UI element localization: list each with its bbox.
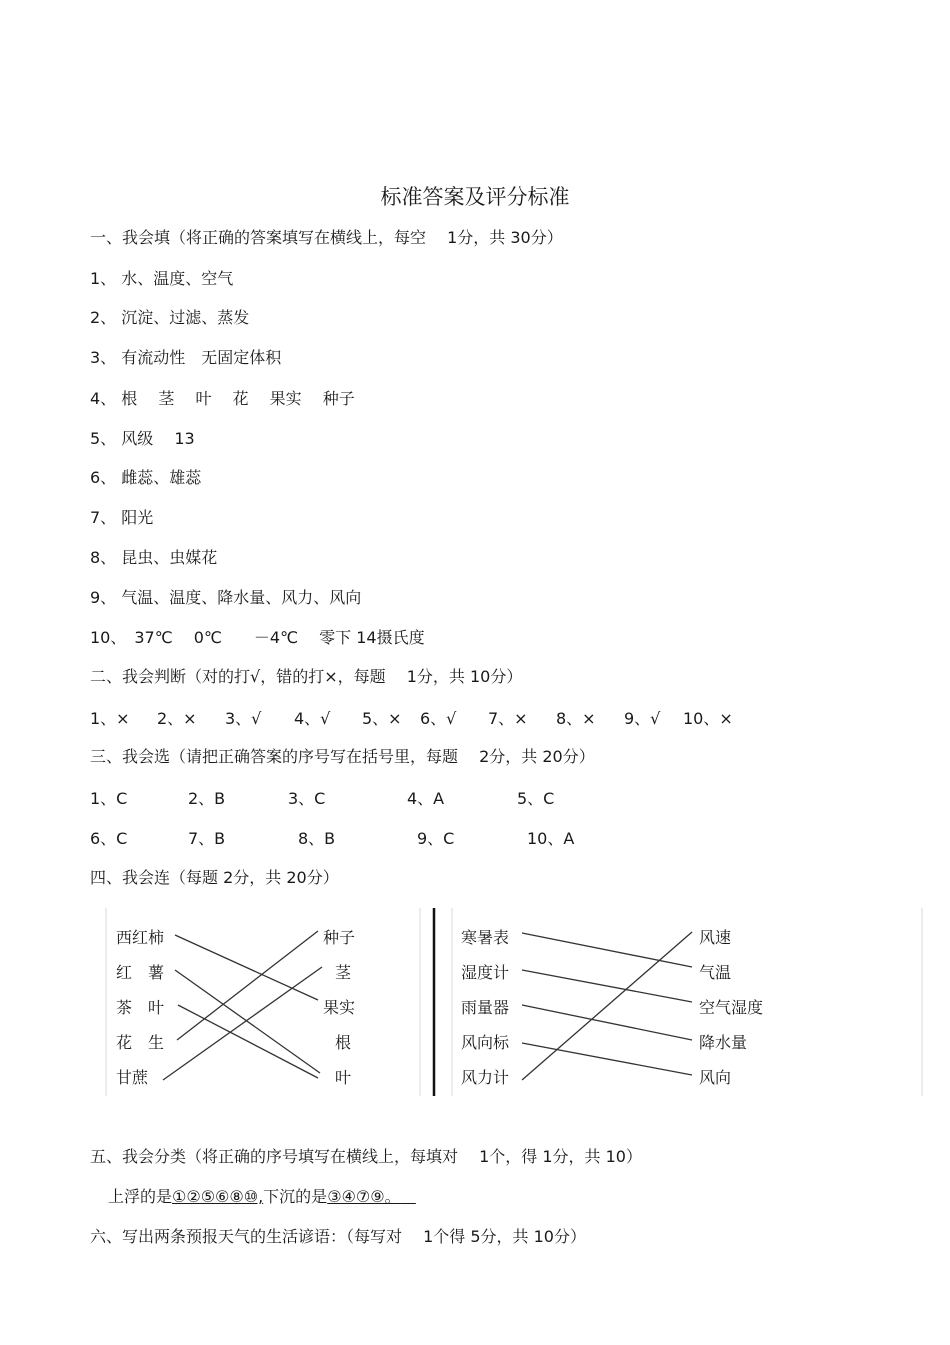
choice-answer: 2、B [188,789,226,808]
section1-heading: 一、我会填（将正确的答案填写在横线上，每空 1分，共 30分） [90,228,563,247]
match-right-target: 空气湿度 [699,998,764,1017]
fill-answer-10: 10、 37℃ 0℃ －4℃ 零下 14摄氏度 [90,628,425,647]
section3-heading: 三、我会选（请把正确答案的序号写在括号里，每题 2分，共 20分） [90,747,595,766]
judge-answer: 1、× [90,709,130,728]
section4-heading: 四、我会连（每题 2分，共 20分） [90,868,339,887]
match-line-windvane-direction [522,1043,692,1075]
match-left-item: 花 生 [116,1033,165,1052]
section2-heading: 二、我会判断（对的打√，错的打×，每题 1分，共 10分） [90,667,523,686]
match-left-item: 甘蔗 [116,1068,149,1087]
match-line-tea-leaf [178,1005,318,1078]
float-answer: ①②⑤⑥⑧⑩, [172,1187,264,1206]
blank-underline [401,1187,416,1206]
section6-heading: 六、写出两条预报天气的生活谚语：（每写对 1个得 5分，共 10分） [90,1227,586,1246]
match-right-target: 降水量 [699,1033,748,1052]
fill-answer-8: 8、 昆虫、虫媒花 [90,548,218,567]
match-left-item: 西红柿 [116,928,165,947]
judge-answer: 9、√ [624,709,661,728]
match-line-hygrometer-humidity [522,970,692,1002]
match-line-anemometer-speed [522,932,692,1080]
match-left-target: 根 [335,1033,352,1052]
judge-answer: 2、× [157,709,197,728]
choice-answer: 6、C [90,829,128,848]
fill-answer-4: 4、 根 茎 叶 花 果实 种子 [90,389,355,408]
fill-answer-5: 5、 风级 13 [90,429,195,448]
fill-answer-9: 9、 气温、温度、降水量、风力、风向 [90,588,362,607]
section5-heading: 五、我会分类（将正确的序号填写在横线上，每填对 1个，得 1分，共 10） [90,1147,642,1166]
page-title: 标准答案及评分标准 [380,185,570,209]
float-label: 上浮的是 [108,1187,173,1206]
match-line-tomato-fruit [175,935,318,1000]
judge-answer: 5、× [362,709,402,728]
judge-answer: 8、× [556,709,596,728]
match-right-item: 寒暑表 [461,928,510,947]
match-left-item: 红 薯 [116,963,165,982]
match-right-target: 风向 [699,1068,732,1087]
judge-answer: 10、× [683,709,733,728]
sink-label: 下沉的是 [263,1187,328,1206]
choice-answer: 1、C [90,789,128,808]
match-right-item: 湿度计 [461,963,510,982]
choice-answer: 5、C [517,789,555,808]
match-right-target: 气温 [699,963,732,982]
match-left-target: 果实 [323,998,356,1017]
match-left-item: 茶 叶 [116,998,165,1017]
match-right-item: 风向标 [461,1033,510,1052]
judge-answer: 3、√ [225,709,262,728]
match-left-target: 叶 [335,1068,352,1087]
choice-answer: 4、A [407,789,445,808]
match-right-target: 风速 [699,928,732,947]
fill-answer-3: 3、 有流动性 无固定体积 [90,348,282,367]
match-left-target: 种子 [323,928,356,947]
match-left-target: 茎 [335,963,352,982]
choice-answer: 8、B [298,829,336,848]
sink-answer: ③④⑦⑨。 [327,1187,401,1206]
choice-answer: 9、C [417,829,455,848]
fill-answer-1: 1、 水、温度、空气 [90,269,234,288]
judge-answer: 6、√ [420,709,457,728]
classify-answer-row [108,1186,416,1208]
match-line-raingauge-precipitation [522,1005,692,1040]
match-right-item: 风力计 [461,1068,510,1087]
choice-answer: 7、B [188,829,226,848]
match-right-item: 雨量器 [461,998,510,1017]
judge-answer: 7、× [488,709,528,728]
fill-answer-6: 6、 雌蕊、雄蕊 [90,468,202,487]
fill-answer-7: 7、 阳光 [90,508,154,527]
choice-answer: 3、C [288,789,326,808]
match-line-sugarcane-stem [163,967,322,1080]
choice-answer: 10、A [527,829,575,848]
fill-answer-2: 2、 沉淀、过滤、蒸发 [90,308,250,327]
match-line-thermometer-temperature [522,933,692,967]
judge-answer: 4、√ [294,709,331,728]
